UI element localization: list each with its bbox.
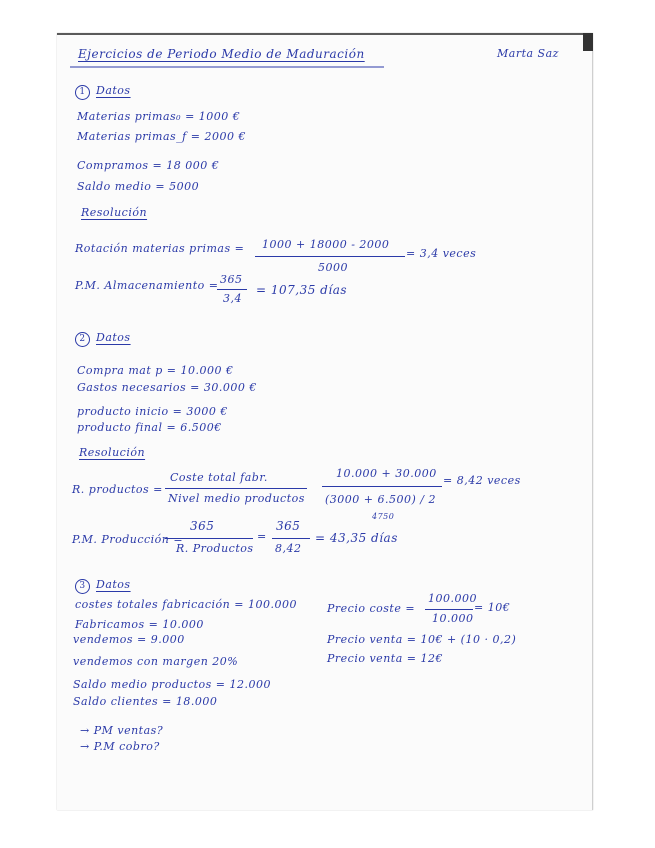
ex1-line-1: Materias primas₀ = 1000 € (77, 110, 241, 123)
ex2-rp-result: = 8,42 veces (443, 474, 521, 487)
ex3-price-sale-1: Precio venta = 10€ + (10 · 0,2) (327, 633, 517, 646)
ex2-pm-equals: = (257, 530, 267, 543)
ex2-pm-numerator-2: 365 (276, 519, 301, 533)
ex2-pm-result: = 43,35 días (315, 531, 398, 545)
ex2-pm-denominator-2: 8,42 (275, 542, 302, 555)
ex3-line-3: vendemos = 9.000 (73, 633, 185, 646)
ex3-price-cost-numerator: 100.000 (428, 592, 477, 605)
ex2-pm-label: P.M. Producción = (72, 533, 184, 546)
fraction-bar (322, 486, 442, 487)
ex2-line-2: Gastos necesarios = 30.000 € (77, 381, 257, 394)
ex2-pm-denominator: R. Productos (176, 542, 254, 555)
exercise-2-heading (75, 331, 131, 347)
ex3-question-1: → PM ventas? (80, 724, 164, 737)
ex2-rp-numerator-2: 10.000 + 30.000 (336, 467, 437, 480)
ex2-rp-numerator: Coste total fabr. (170, 471, 268, 484)
fraction-bar (272, 538, 310, 539)
ex2-rp-label: R. productos = (72, 483, 163, 496)
exercise-3-heading (75, 578, 131, 594)
ex2-resolution-label: Resolución (79, 446, 146, 459)
ex1-line-3: Compramos = 18 000 € (77, 159, 220, 172)
ex3-question-2: → P.M cobro? (80, 740, 160, 753)
exercise-1-heading (75, 84, 131, 100)
ex1-line-2: Materias primas_f = 2000 € (77, 130, 246, 143)
ex3-line-5: Saldo medio productos = 12.000 (73, 678, 271, 691)
ex1-rotation-denominator: 5000 (318, 261, 348, 274)
ex3-price-cost-denominator: 10.000 (432, 612, 474, 625)
ex2-line-4: producto final = 6.500€ (77, 421, 222, 434)
exercise-number: 1 (75, 85, 90, 100)
page-title: Ejercicios de Periodo Medio de Maduración (78, 47, 365, 61)
ex1-pm-result: = 107,35 días (256, 283, 348, 297)
ex1-pm-numerator: 365 (220, 273, 243, 286)
fraction-bar (255, 256, 405, 257)
datos-label: Datos (96, 84, 131, 97)
author-name: Marta Saz (497, 47, 559, 60)
datos-label: Datos (96, 578, 131, 591)
ex1-line-4: Saldo medio = 5000 (77, 180, 200, 193)
ex1-pm-label: P.M. Almacenamiento = (75, 279, 219, 292)
ex1-rotation-label: Rotación materias primas = (75, 242, 245, 255)
datos-label: Datos (96, 331, 131, 344)
ex3-price-cost-label: Precio coste = (327, 602, 416, 615)
ex2-line-1: Compra mat p = 10.000 € (77, 364, 234, 377)
ex2-rp-denominator: Nivel medio productos (168, 492, 305, 505)
ex1-resolution-label: Resolución (81, 206, 148, 219)
ex3-line-1: costes totales fabricación = 100.000 (75, 598, 297, 611)
ex3-price-sale-2: Precio venta = 12€ (327, 652, 443, 665)
ex1-rotation-numerator: 1000 + 18000 - 2000 (262, 238, 390, 251)
fraction-bar (425, 609, 473, 610)
ex3-line-4: vendemos con margen 20% (73, 655, 239, 668)
exercise-number: 2 (75, 332, 90, 347)
ex2-line-3: producto inicio = 3000 € (77, 405, 228, 418)
ex1-pm-denominator: 3,4 (223, 292, 242, 305)
ex2-pm-numerator: 365 (190, 519, 215, 533)
ex3-price-cost-result: = 10€ (474, 601, 511, 614)
fraction-bar (165, 488, 307, 489)
exercise-number: 3 (75, 579, 90, 594)
ex2-rp-note: 4750 (372, 512, 395, 521)
ex3-line-6: Saldo clientes = 18.000 (73, 695, 218, 708)
ex2-rp-denominator-2: (3000 + 6.500) / 2 (325, 493, 436, 506)
ex1-rotation-result: = 3,4 veces (406, 247, 477, 260)
fraction-bar (217, 289, 247, 290)
fraction-bar (165, 538, 253, 539)
ex3-line-2: Fabricamos = 10.000 (75, 618, 204, 631)
